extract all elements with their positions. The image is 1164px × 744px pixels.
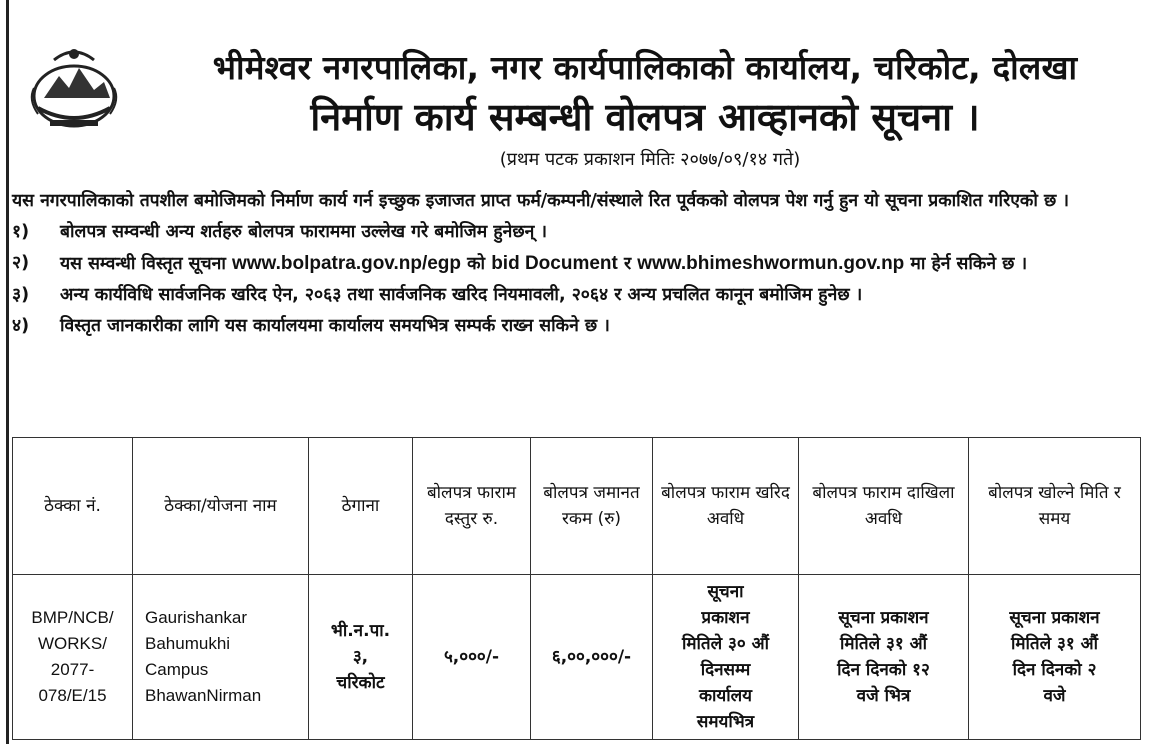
office-title: भीमेश्वर नगरपालिका, नगर कार्यपालिकाको कार्यालय, चरिकोट, दोलखा bbox=[212, 48, 1078, 87]
item-text-part: र bbox=[623, 254, 632, 274]
header-project-name: ठेक्का/योजना नाम bbox=[133, 438, 309, 575]
cell-line: BMP/NCB/ bbox=[31, 608, 114, 627]
cell-opening-datetime bbox=[969, 575, 1141, 740]
nepal-government-emblem-icon bbox=[24, 38, 124, 138]
cell-line: दिन दिनको २ bbox=[1012, 660, 1097, 680]
publication-date: (प्रथम पटक प्रकाशन मितिः २०७७/०९/१४ गते) bbox=[499, 149, 801, 170]
item-number: ३) bbox=[12, 285, 30, 305]
cell-line: सूचना प्रकाशन bbox=[1009, 608, 1100, 628]
item-number: २) bbox=[12, 253, 30, 273]
cell-line: मितिले ३० औं bbox=[681, 634, 770, 654]
tender-table bbox=[12, 437, 1141, 740]
cell-line: BhawanNirman bbox=[145, 686, 262, 705]
cell-submission-deadline bbox=[799, 575, 969, 740]
cell-line: मितिले ३१ औं bbox=[839, 634, 928, 654]
item-number: १) bbox=[12, 222, 30, 242]
header-purchase-period: बोलपत्र फाराम खरिद अवधि bbox=[653, 438, 799, 575]
cell-line: 2077- bbox=[50, 660, 95, 679]
header-contract-no: ठेक्का नं. bbox=[13, 438, 133, 575]
cell-line: समयभित्र bbox=[696, 712, 755, 732]
item-text-part: को bbox=[467, 254, 486, 274]
bid-document-text: bid Document bbox=[491, 253, 618, 274]
item-text-part: मा हेर्न सकिने छ । bbox=[910, 254, 1028, 274]
list-item bbox=[12, 217, 1154, 248]
table-row bbox=[13, 575, 1141, 740]
item-text: अन्य कार्यविधि सार्वजनिक खरिद ऐन, २०६३ तथा सार्वजनिक खरिद नियमावली, २०६४ र अन्य प्रचलित कानून बमोजिम हुनेछ । bbox=[60, 285, 863, 305]
cell-contract-no bbox=[13, 575, 133, 740]
list-item bbox=[12, 280, 1154, 311]
cell-project-name bbox=[133, 575, 309, 740]
cell-line: Campus bbox=[145, 660, 209, 679]
cell-line: कार्यालय bbox=[698, 686, 753, 706]
cell-line: 078/E/15 bbox=[38, 686, 107, 705]
cell-line: प्रकाशन bbox=[701, 608, 750, 628]
cell-line: WORKS/ bbox=[38, 634, 107, 653]
intro-paragraph: यस नगरपालिकाको तपशील बमोजिमको निर्माण कार्य गर्न इच्छुक इजाजत प्राप्त फर्म/कम्पनी/संस्थाले रित पूर्वकको वोलपत्र पेश गर्नु हुन यो सूचना प्रकाशित गरिएको छ । bbox=[12, 191, 1069, 211]
table-header-row bbox=[13, 438, 1141, 575]
cell-address bbox=[309, 575, 413, 740]
cell-form-fee: ५,०००/- bbox=[413, 575, 531, 740]
cell-line: दिनसम्म bbox=[700, 660, 751, 680]
header-address: ठेगाना bbox=[309, 438, 413, 575]
cell-line: दिन दिनको १२ bbox=[837, 660, 930, 680]
item-text: विस्तृत जानकारीका लागि यस कार्यालयमा कार्यालय समयभित्र सम्पर्क राख्न सकिने छ । bbox=[60, 316, 610, 336]
cell-line: वजे bbox=[1043, 686, 1066, 706]
municipality-website-link[interactable]: www.bhimeshwormun.gov.np bbox=[637, 253, 905, 274]
header-submission-deadline: बोलपत्र फाराम दाखिला अवधि bbox=[799, 438, 969, 575]
cell-line: वजे भित्र bbox=[856, 686, 911, 706]
cell-purchase-period bbox=[653, 575, 799, 740]
notice-title: निर्माण कार्य सम्बन्धी वोलपत्र आव्हानको सूचना । bbox=[310, 95, 980, 139]
left-border-line bbox=[6, 0, 9, 744]
notice-body bbox=[12, 186, 1154, 342]
header-form-fee: बोलपत्र फाराम दस्तुर रु. bbox=[413, 438, 531, 575]
cell-line: भी.न.पा. bbox=[330, 621, 391, 641]
cell-bid-security: ६,००,०००/- bbox=[531, 575, 653, 740]
item-number: ४) bbox=[12, 316, 30, 336]
item-text bbox=[60, 248, 1154, 280]
cell-line: चरिकोट bbox=[336, 673, 385, 693]
list-item bbox=[12, 311, 1154, 342]
cell-line: मितिले ३१ औं bbox=[1010, 634, 1099, 654]
bolpatra-link[interactable]: www.bolpatra.gov.np/egp bbox=[231, 253, 462, 274]
cell-line: ३, bbox=[352, 647, 369, 667]
cell-line: Gaurishankar bbox=[145, 608, 248, 627]
item-text: बोलपत्र सम्वन्धी अन्य शर्तहरु बोलपत्र फाराममा उल्लेख गरे बमोजिम हुनेछन् । bbox=[60, 222, 548, 242]
cell-line: Bahumukhi bbox=[145, 634, 231, 653]
cell-line: सूचना bbox=[707, 582, 744, 602]
list-item bbox=[12, 248, 1154, 280]
header-opening-datetime: बोलपत्र खोल्ने मिति र समय bbox=[969, 438, 1141, 575]
item-text-part: यस सम्वन्धी विस्तृत सूचना bbox=[60, 254, 226, 274]
header-bid-security: बोलपत्र जमानत रकम (रु) bbox=[531, 438, 653, 575]
cell-line: सूचना प्रकाशन bbox=[838, 608, 929, 628]
